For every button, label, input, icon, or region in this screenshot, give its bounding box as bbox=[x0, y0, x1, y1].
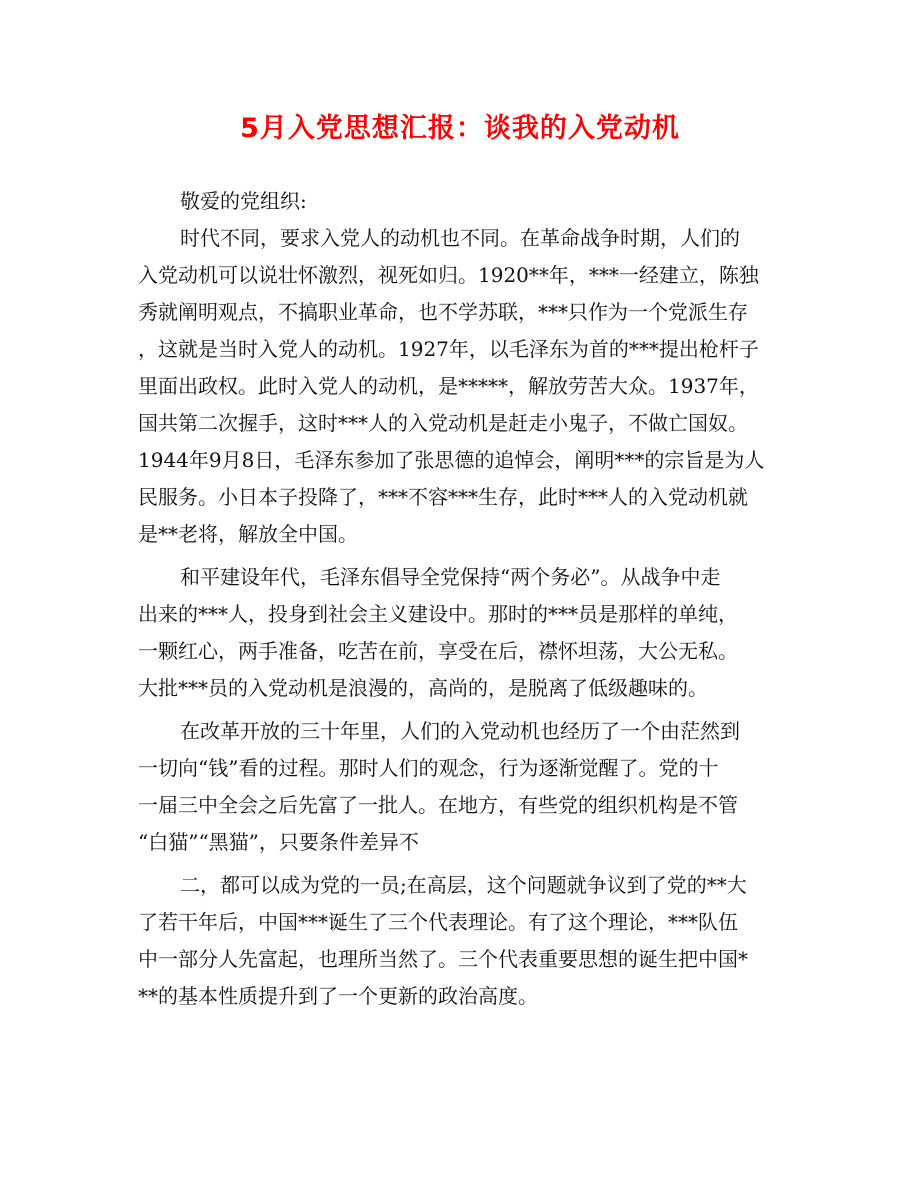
text-line: **的基本性质提升到了一个更新的政治高度。 bbox=[138, 984, 538, 1008]
paragraph-4 bbox=[138, 867, 780, 1015]
paragraph-1 bbox=[138, 220, 780, 553]
text-line: 民服务。小日本子投降了，***不容***生存，此时***人的入党动机就 bbox=[138, 485, 748, 509]
text-line: 大批***员的入党动机是浪漫的，高尚的，是脱离了低级趣味的。 bbox=[138, 676, 708, 700]
text-line: ，这就是当时入党人的动机。1927年，以毛泽东为首的***提出枪杆子 bbox=[138, 337, 759, 361]
text-line: 秀就阐明观点，不搞职业革命，也不学苏联，***只作为一个党派生存 bbox=[138, 300, 748, 324]
page-title: 5月入党思想汇报：谈我的入党动机 bbox=[240, 113, 680, 144]
text-line: 里面出政权。此时入党人的动机，是*****，解放劳苦大众。1937年， bbox=[138, 374, 759, 398]
text-line: 出来的***人，投身到社会主义建设中。那时的***员是那样的单纯， bbox=[138, 602, 738, 626]
text-line: 一切向“钱”看的过程。那时人们的观念，行为逐渐觉醒了。党的十 bbox=[138, 756, 719, 780]
text-line: 在改革开放的三十年里，人们的入党动机也经历了一个由茫然到 bbox=[180, 719, 740, 743]
text-line: 时代不同，要求入党人的动机也不同。在革命战争时期，人们的 bbox=[180, 226, 740, 250]
text-line: 入党动机可以说壮怀激烈，视死如归。1920**年，***一经建立，陈独 bbox=[138, 263, 759, 287]
text-line: 中一部分人先富起，也理所当然了。三个代表重要思想的诞生把中国* bbox=[138, 947, 748, 971]
paragraph-2 bbox=[138, 559, 780, 707]
text-line: 一届三中全会之后先富了一批人。在地方，有些党的组织机构是不管 bbox=[138, 793, 738, 817]
text-line: 1944年9月8日，毛泽东参加了张思德的追悼会，阐明***的宗旨是为人 bbox=[138, 448, 765, 472]
text-line: 了若干年后，中国***诞生了三个代表理论。有了这个理论，***队伍 bbox=[138, 910, 738, 934]
text-line: “白猫”“黑猫”，只要条件差异不 bbox=[138, 830, 419, 854]
paragraph-3 bbox=[138, 713, 780, 861]
text-line: 二，都可以成为党的一员;在高层，这个问题就争议到了党的**大 bbox=[180, 873, 747, 897]
text-line: 和平建设年代，毛泽东倡导全党保持“两个务必”。从战争中走 bbox=[180, 565, 721, 589]
salutation: 敬爱的党组织: bbox=[180, 189, 307, 213]
text-line: 是**老将，解放全中国。 bbox=[138, 522, 358, 546]
text-line: 一颗红心，两手准备，吃苦在前，享受在后，襟怀坦荡，大公无私。 bbox=[138, 639, 738, 663]
text-line: 国共第二次握手，这时***人的入党动机是赶走小鬼子，不做亡国奴。 bbox=[138, 411, 748, 435]
document-body bbox=[138, 183, 780, 1015]
